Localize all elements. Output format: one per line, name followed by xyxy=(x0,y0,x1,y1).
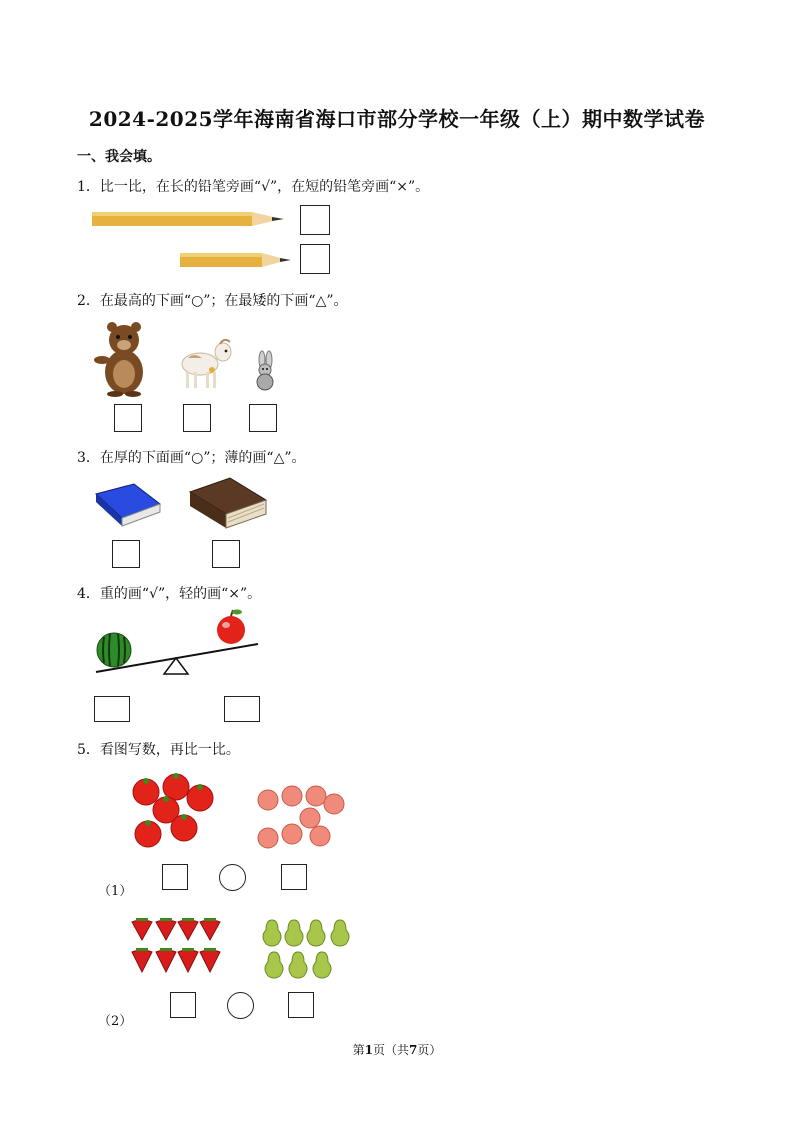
page-title: 2024-2025学年海南省海口市部分学校一年级（上）期中数学试卷 xyxy=(88,107,706,131)
answer-box-apple[interactable] xyxy=(224,696,260,722)
answer-box-long-pencil[interactable] xyxy=(300,205,330,235)
question-5: 5．看图写数，再比一比。 xyxy=(77,742,240,758)
answer-box-watermelon[interactable] xyxy=(94,696,130,722)
peaches-image xyxy=(254,786,346,852)
answer-box-2-right[interactable] xyxy=(288,992,314,1018)
rabbit-image xyxy=(252,350,278,392)
answer-box-2-left[interactable] xyxy=(170,992,196,1018)
footer-page-number: 1 xyxy=(364,1043,373,1057)
strawberries-image xyxy=(130,916,222,976)
footer-prefix: 第 xyxy=(352,1043,365,1057)
thick-book-image xyxy=(186,474,270,532)
compare-circle-2[interactable] xyxy=(227,992,254,1019)
compare-circle-1[interactable] xyxy=(219,864,246,891)
answer-box-short-pencil[interactable] xyxy=(300,244,330,274)
footer-suffix: 页） xyxy=(417,1043,442,1057)
thin-book-image xyxy=(94,482,162,528)
part-1-label: （1） xyxy=(98,884,133,899)
apple-image xyxy=(217,616,245,644)
part-2-label: （2） xyxy=(98,1014,133,1029)
answer-box-1-left[interactable] xyxy=(162,864,188,890)
answer-box-1-right[interactable] xyxy=(281,864,307,890)
short-pencil xyxy=(180,251,300,271)
pears-image xyxy=(260,914,356,982)
answer-box-thick-book[interactable] xyxy=(212,540,240,568)
long-pencil xyxy=(92,210,302,230)
goat-image xyxy=(178,340,234,390)
bear-image xyxy=(96,320,150,396)
question-3: 3．在厚的下面画“○”；薄的画“△”。 xyxy=(77,450,306,466)
answer-box-bear[interactable] xyxy=(114,404,142,432)
question-2: 2．在最高的下画“○”；在最矮的下画“△”。 xyxy=(77,293,348,309)
section-heading: 一、我会填。 xyxy=(77,149,161,165)
footer-mid: 页（共 xyxy=(372,1043,409,1057)
question-1: 1．比一比，在长的铅笔旁画“√”，在短的铅笔旁画“×”。 xyxy=(77,179,430,195)
footer-total-pages: 7 xyxy=(409,1043,418,1057)
answer-box-rabbit[interactable] xyxy=(249,404,277,432)
page-footer xyxy=(0,1041,794,1058)
tomatoes-image xyxy=(128,772,220,852)
answer-box-thin-book[interactable] xyxy=(112,540,140,568)
question-4: 4．重的画“√”，轻的画“×”。 xyxy=(77,586,262,602)
answer-box-goat[interactable] xyxy=(183,404,211,432)
seesaw-image xyxy=(94,610,264,678)
